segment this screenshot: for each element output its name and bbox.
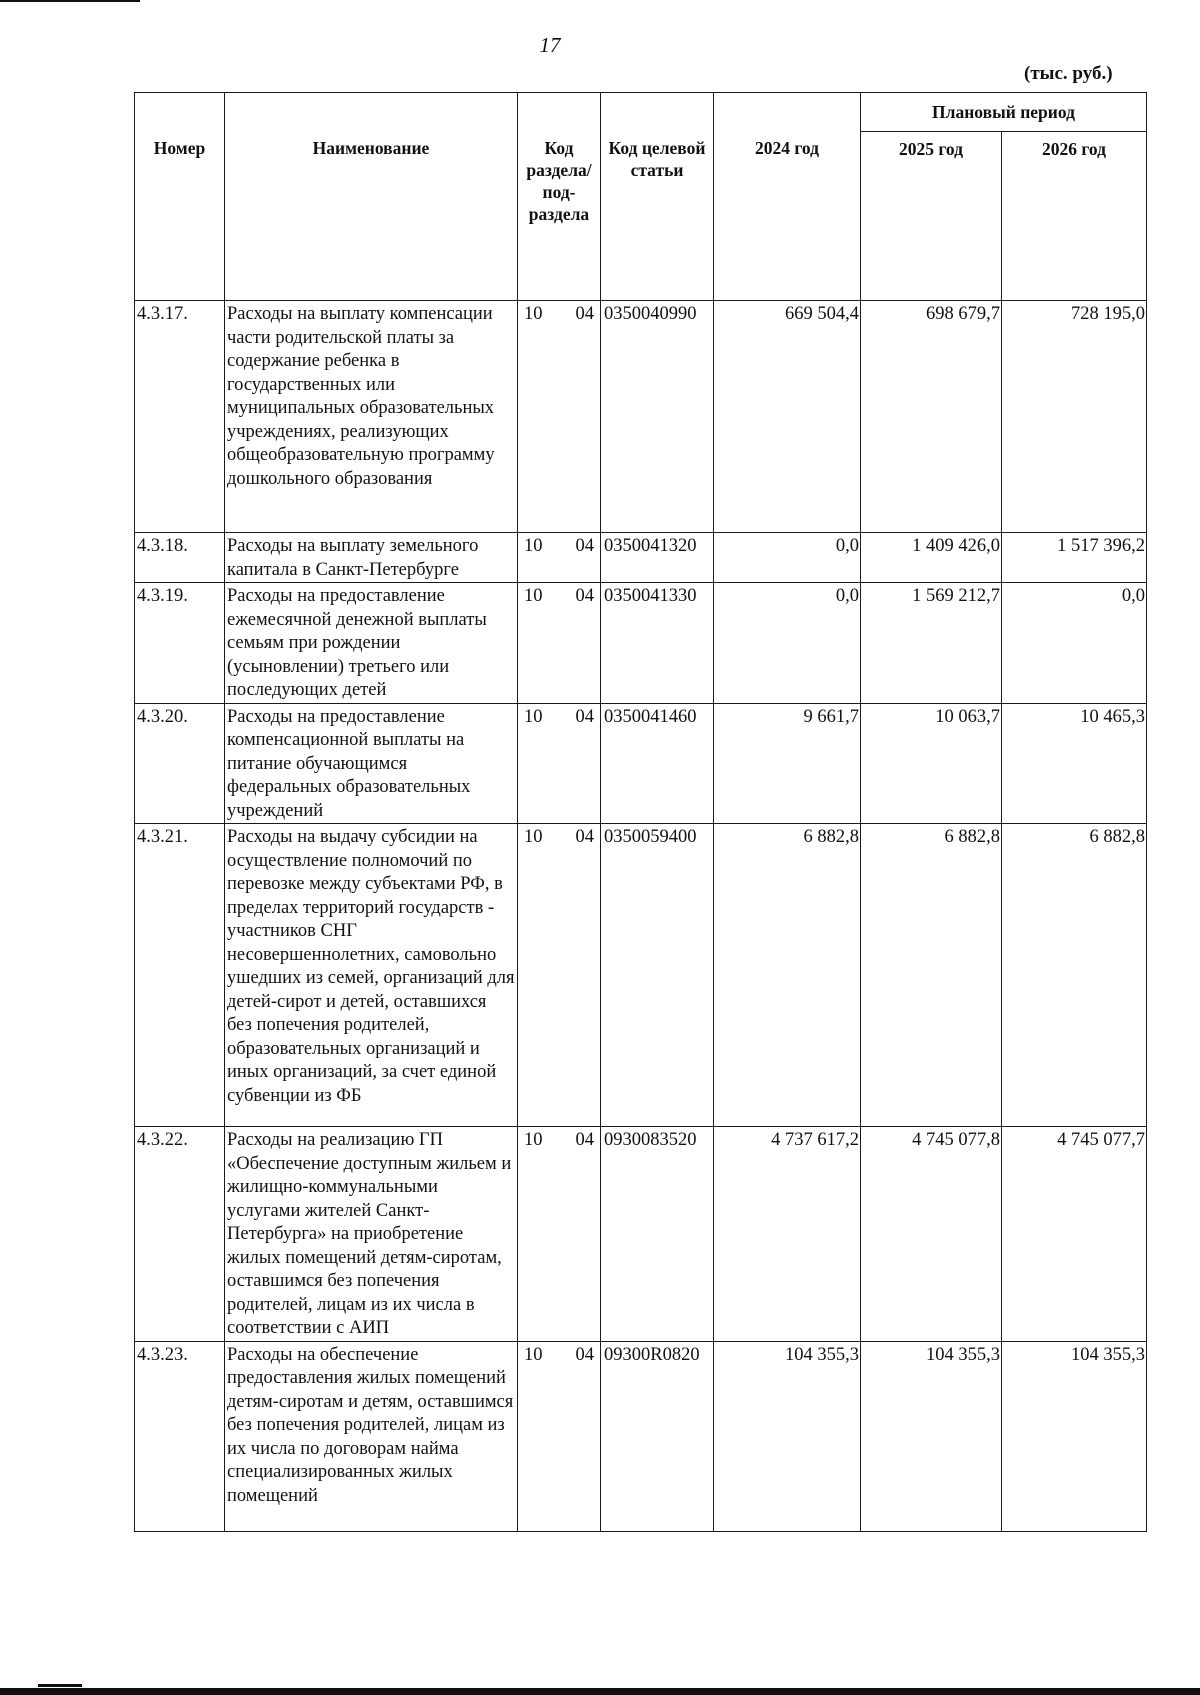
table-row [135, 583, 1147, 704]
table-row [135, 1341, 1147, 1531]
row-value-2024: 6 882,8 [714, 824, 861, 1127]
page-number: 17 [539, 33, 561, 57]
row-value-2026: 1 517 396,2 [1002, 533, 1147, 583]
row-value-2025: 1 409 426,0 [861, 533, 1002, 583]
row-section: 10 [524, 827, 543, 847]
header-section-code: Код раздела/ под- раздела [518, 93, 601, 301]
section-code-pair [524, 303, 594, 327]
table-body [135, 301, 1147, 1532]
row-value-2025: 1 569 212,7 [861, 583, 1002, 704]
row-value-2026: 4 745 077,7 [1002, 1127, 1147, 1342]
row-section: 10 [524, 706, 543, 727]
row-subsection: 04 [575, 536, 594, 556]
footer-scan-mark-left [38, 1684, 82, 1687]
row-value-2026: 6 882,8 [1002, 824, 1147, 1127]
row-value-2026: 104 355,3 [1002, 1341, 1147, 1531]
table-header [135, 93, 1147, 301]
header-target-code: Код целевой статьи [601, 93, 714, 301]
header-row-1 [135, 93, 1147, 132]
header-year-2026: 2026 год [1002, 132, 1147, 301]
row-number: 4.3.21. [135, 824, 225, 1127]
row-subsection: 04 [575, 1344, 594, 1365]
row-target-code: 0350041320 [601, 533, 714, 583]
corner-scan-mark [0, 0, 140, 2]
row-value-2024: 0,0 [714, 533, 861, 583]
table-row [135, 824, 1147, 1127]
row-section: 10 [524, 1344, 543, 1365]
section-code-pair [524, 1129, 594, 1153]
row-value-2025: 10 063,7 [861, 703, 1002, 824]
row-section-code [518, 1341, 601, 1531]
section-code-pair [524, 585, 594, 609]
row-value-2024: 104 355,3 [714, 1341, 861, 1531]
row-subsection: 04 [575, 1130, 594, 1150]
row-section: 10 [524, 586, 543, 606]
table-row [135, 1127, 1147, 1342]
row-section: 10 [524, 1130, 543, 1150]
row-value-2025: 698 679,7 [861, 301, 1002, 533]
row-name: Расходы на выдачу субсидии на осуществление полномочий по перевозке между субъектами РФ, в пределах территорий государств - участников СНГ несовершеннолетних, самовольно ушедших из семей, организаций для детей-сирот и детей, оставшихся без попечения родителей, образовательных организаций и иных организаций, за счет единой субвенции из ФБ [225, 824, 518, 1127]
section-code-pair [524, 1344, 594, 1368]
row-target-code: 0350059400 [601, 824, 714, 1127]
header-name: Наименование [225, 93, 518, 301]
row-section-code [518, 301, 601, 533]
header-year-2024: 2024 год [714, 93, 861, 301]
row-subsection: 04 [575, 706, 594, 727]
units-label: (тыс. руб.) [1024, 63, 1113, 84]
budget-table [134, 92, 1147, 1532]
row-target-code: 0930083520 [601, 1127, 714, 1342]
row-value-2025: 6 882,8 [861, 824, 1002, 1127]
row-section-code [518, 703, 601, 824]
header-planning-period: Плановый период [861, 93, 1147, 132]
row-value-2024: 4 737 617,2 [714, 1127, 861, 1342]
row-number: 4.3.23. [135, 1341, 225, 1531]
table-row [135, 703, 1147, 824]
row-value-2024: 0,0 [714, 583, 861, 704]
row-value-2026: 10 465,3 [1002, 703, 1147, 824]
row-section-code [518, 533, 601, 583]
row-value-2024: 669 504,4 [714, 301, 861, 533]
header-year-2025: 2025 год [861, 132, 1002, 301]
row-section-code [518, 824, 601, 1127]
section-code-pair [524, 706, 594, 730]
row-number: 4.3.17. [135, 301, 225, 533]
row-number: 4.3.22. [135, 1127, 225, 1342]
row-name: Расходы на выплату земельного капитала в Санкт-Петербурге [225, 533, 518, 583]
row-name: Расходы на предоставление компенсационной выплаты на питание обучающимся федеральных образовательных учреждений [225, 703, 518, 824]
row-number: 4.3.18. [135, 533, 225, 583]
row-number: 4.3.19. [135, 583, 225, 704]
table-row [135, 533, 1147, 583]
row-subsection: 04 [575, 304, 594, 324]
row-number: 4.3.20. [135, 703, 225, 824]
row-name: Расходы на предоставление ежемесячной денежной выплаты семьям при рождении (усыновлении) третьего или последующих детей [225, 583, 518, 704]
row-section: 10 [524, 536, 543, 556]
row-target-code: 0350041460 [601, 703, 714, 824]
row-value-2025: 4 745 077,8 [861, 1127, 1002, 1342]
section-code-pair [524, 826, 594, 850]
footer-scan-bar [0, 1688, 1200, 1695]
row-target-code: 09300R0820 [601, 1341, 714, 1531]
section-code-pair [524, 535, 594, 559]
row-name: Расходы на выплату компенсации части родительской платы за содержание ребенка в государственных или муниципальных образовательных учреждениях, реализующих общеобразовательную программу дошкольного образования [225, 301, 518, 533]
row-value-2025: 104 355,3 [861, 1341, 1002, 1531]
row-section-code [518, 583, 601, 704]
table-row [135, 301, 1147, 533]
row-subsection: 04 [575, 827, 594, 847]
row-subsection: 04 [575, 586, 594, 606]
row-section-code [518, 1127, 601, 1342]
row-name: Расходы на обеспечение предоставления жилых помещений детям-сиротам и детям, оставшимся без попечения родителей, лицам из их числа по договорам найма специализированных жилых помещений [225, 1341, 518, 1531]
row-value-2026: 0,0 [1002, 583, 1147, 704]
row-section: 10 [524, 304, 543, 324]
header-number: Номер [135, 93, 225, 301]
row-target-code: 0350040990 [601, 301, 714, 533]
row-name: Расходы на реализацию ГП «Обеспечение доступным жильем и жилищно-коммунальными услугами жителей Санкт-Петербурга» на приобретение жилых помещений детям-сиротам, оставшимся без попечения родителей, лицам из их числа в соответствии с АИП [225, 1127, 518, 1342]
row-target-code: 0350041330 [601, 583, 714, 704]
row-value-2024: 9 661,7 [714, 703, 861, 824]
row-value-2026: 728 195,0 [1002, 301, 1147, 533]
